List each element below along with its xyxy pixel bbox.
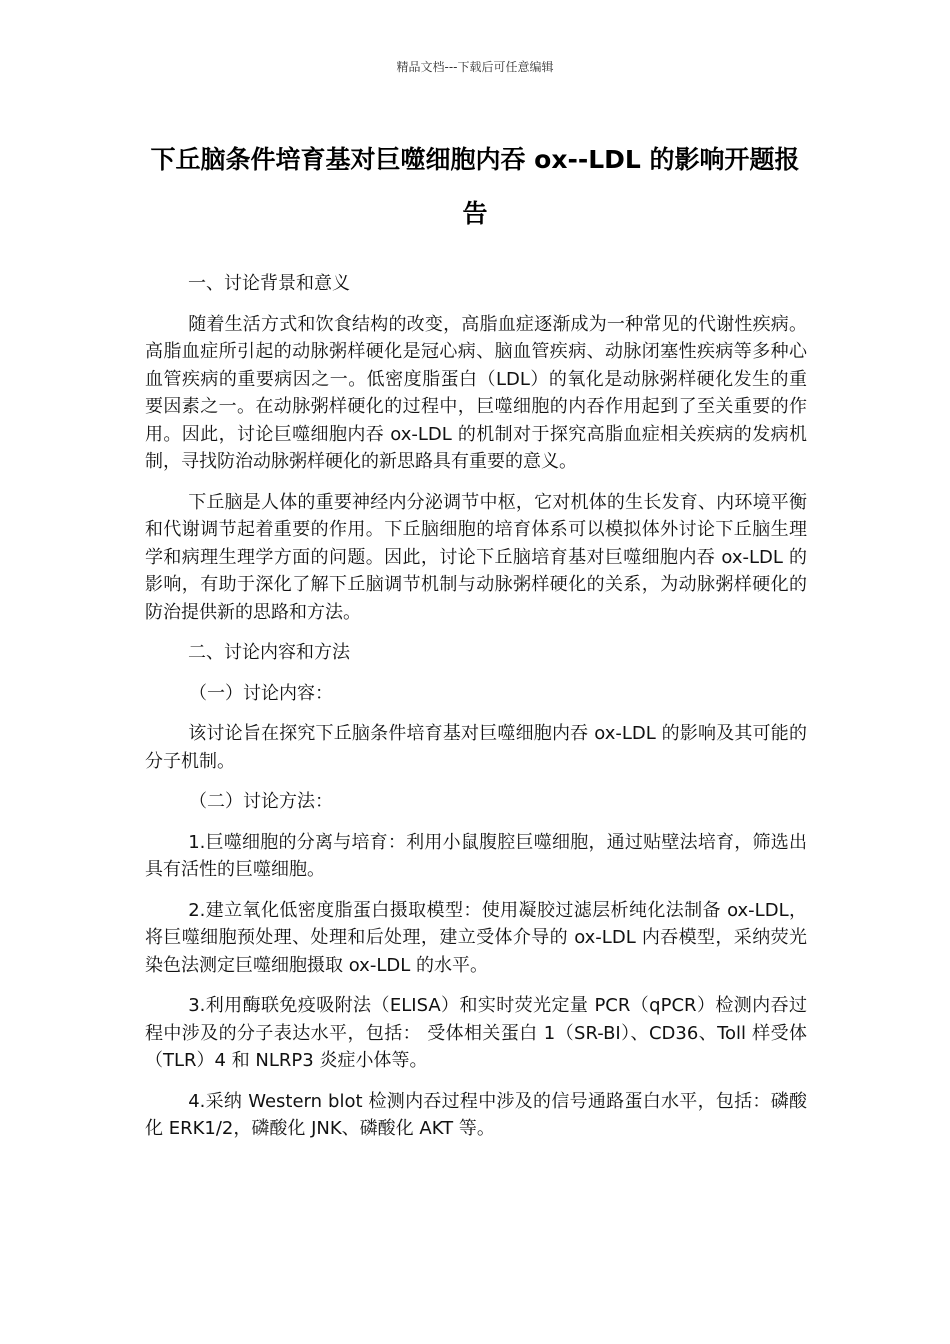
section-heading-content-methods: 二、讨论内容和方法 xyxy=(188,642,350,663)
section-heading-background: 一、讨论背景和意义 xyxy=(188,273,350,294)
paragraph-background-1: 随着生活方式和饮食结构的改变，高脂血症逐渐成为一种常见的代谢性疾病。高脂血症所引起的动脉粥样硬化是冠心病、脑血管疾病、动脉闭塞性疾病等多种心血管疾病的重要病因之一。低密度脂蛋白（LDL）的氧化是动脉粥样硬化发生的重要因素之一。在动脉粥样硬化的过程中，巨噬细胞的内吞作用起到了至关重要的作用。因此，讨论巨噬细胞内吞 ox-LDL 的机制对于探究高脂血症相关疾病的发病机制，寻找防治动脉粥样硬化的新思路具有重要的意义。 xyxy=(145,313,807,472)
method-item-4: 4.采纳 Western blot 检测内吞过程中涉及的信号通路蛋白水平，包括：磷酸化 ERK1/2，磷酸化 JNK、磷酸化 AKT 等。 xyxy=(145,1090,807,1139)
method-item-1: 1.巨噬细胞的分离与培育：利用小鼠腹腔巨噬细胞，通过贴壁法培育，筛选出具有活性的巨噬细胞。 xyxy=(145,831,807,880)
paragraph-background-2: 下丘脑是人体的重要神经内分泌调节中枢，它对机体的生长发育、内环境平衡和代谢调节起着重要的作用。下丘脑细胞的培育体系可以模拟体外讨论下丘脑生理学和病理生理学方面的问题。因此，讨论下丘脑培育基对巨噬细胞内吞 ox-LDL 的影响，有助于深化了解下丘脑调节机制与动脉粥样硬化的关系，为动脉粥样硬化的防治提供新的思路和方法。 xyxy=(145,491,807,623)
document-title: 下丘脑条件培育基对巨噬细胞内吞 ox--LDL 的影响开题报告 xyxy=(150,145,800,228)
paragraph-content: 该讨论旨在探究下丘脑条件培育基对巨噬细胞内吞 ox-LDL 的影响及其可能的分子机制。 xyxy=(145,723,807,772)
method-item-2: 2.建立氧化低密度脂蛋白摄取模型：使用凝胶过滤层析纯化法制备 ox-LDL，将巨噬细胞预处理、处理和后处理，建立受体介导的 ox-LDL 内吞模型，采纳荧光染色法测定巨噬细胞摄取 ox-LDL 的水平。 xyxy=(145,899,807,976)
subheading-content: （一）讨论内容： xyxy=(189,682,333,704)
page-header: 精品文档---下载后可任意编辑 xyxy=(396,60,554,74)
subheading-methods: （二）讨论方法： xyxy=(189,791,333,812)
method-item-3: 3.利用酶联免疫吸附法（ELISA）和实时荧光定量 PCR（qPCR）检测内吞过程中涉及的分子表达水平，包括： 受体相关蛋白 1（SR-BI）、CD36、Toll 样受体（TLR）4 和 NLRP3 炎症小体等。 xyxy=(145,995,807,1071)
document-body xyxy=(145,270,807,1143)
